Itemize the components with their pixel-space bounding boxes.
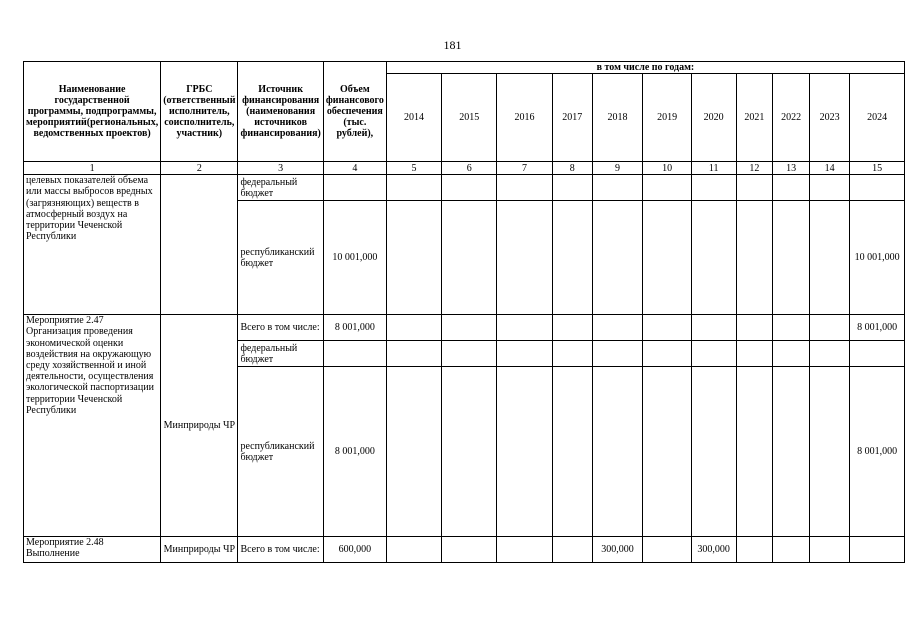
value-cell [643,201,692,315]
measure-name: Мероприятие 2.48 Выполнение [24,537,161,563]
index-cell: 13 [773,162,810,175]
header-year: 2022 [773,74,810,162]
value-cell [773,315,810,341]
value-cell [736,201,773,315]
value-cell [691,341,736,367]
value-cell [497,537,552,563]
value-cell [442,367,497,537]
source-total: Всего в том числе: [238,315,323,341]
index-cell: 12 [736,162,773,175]
value-cell [592,175,643,201]
value-cell [691,175,736,201]
value-cell [643,537,692,563]
header-year: 2020 [691,74,736,162]
value-cell [850,537,905,563]
index-cell: 3 [238,162,323,175]
value-cell [552,341,592,367]
value-cell [773,201,810,315]
value-cell [442,537,497,563]
value-cell [497,201,552,315]
value-cell [442,341,497,367]
header-year: 2016 [497,74,552,162]
value-cell [691,367,736,537]
value-cell [386,201,441,315]
total-value: 600,000 [323,537,386,563]
value-cell [323,341,386,367]
index-cell: 8 [552,162,592,175]
header-year: 2017 [552,74,592,162]
value-cell [736,537,773,563]
value-cell [323,175,386,201]
header-year: 2021 [736,74,773,162]
value-cell [592,341,643,367]
header-year: 2023 [810,74,850,162]
value-cell [773,175,810,201]
value-cell [386,367,441,537]
value-cell [442,175,497,201]
value-cell [497,367,552,537]
value-cell [773,367,810,537]
value-cell [810,367,850,537]
index-cell: 9 [592,162,643,175]
value-2024: 10 001,000 [850,201,905,315]
measure-name: Мероприятие 2.47 Организация проведения экономической оценки воздействия на окружающую среду хозяйственной и иной деятельности, осуществления экологической паспортизации территории Чеченской Республики [24,315,161,537]
header-years-group: в том числе по годам: [386,62,904,74]
value-cell [773,341,810,367]
value-cell [643,175,692,201]
value-cell [592,367,643,537]
value-2024: 8 001,000 [850,315,905,341]
grbs-cell [161,175,238,315]
budget-table [23,61,905,563]
value-cell [552,315,592,341]
value-2018: 300,000 [592,537,643,563]
index-cell: 11 [691,162,736,175]
measure-name: целевых показателей объема или массы выбросов вредных (загрязняющих) веществ в атмосферный воздух на территории Чеченской Республики [24,175,161,315]
value-cell [442,315,497,341]
source-republic: республиканский бюджет [238,201,323,315]
source-federal: федеральный бюджет [238,175,323,201]
header-funding-source: Источник финансирования (наименования источников финансирования) [238,62,323,162]
value-cell [810,175,850,201]
value-cell [643,315,692,341]
value-cell [552,537,592,563]
value-cell [592,201,643,315]
source-republic: республиканский бюджет [238,367,323,537]
value-2024: 8 001,000 [850,367,905,537]
value-cell [386,315,441,341]
value-cell [442,201,497,315]
value-cell [497,315,552,341]
grbs-cell: Минприроды ЧР [161,537,238,563]
value-cell [592,315,643,341]
header-year: 2019 [643,74,692,162]
value-cell [643,367,692,537]
header-grbs: ГРБС (ответственный исполнитель, соисполнитель, участник) [161,62,238,162]
value-cell [552,201,592,315]
source-federal: федеральный бюджет [238,341,323,367]
value-cell [850,341,905,367]
value-cell [850,175,905,201]
header-year: 2018 [592,74,643,162]
index-cell: 15 [850,162,905,175]
index-cell: 10 [643,162,692,175]
index-cell: 7 [497,162,552,175]
grbs-cell: Минприроды ЧР [161,315,238,537]
index-cell: 2 [161,162,238,175]
header-year: 2015 [442,74,497,162]
header-program-name: Наименование государственной программы, подпрограммы, мероприятий(региональных, ведомственных проектов) [24,62,161,162]
value-cell [736,341,773,367]
value-cell [810,537,850,563]
total-value: 8 001,000 [323,315,386,341]
index-cell: 4 [323,162,386,175]
source-total: Всего в том числе: [238,537,323,563]
value-cell [691,315,736,341]
header-year: 2024 [850,74,905,162]
value-cell [386,175,441,201]
index-cell: 6 [442,162,497,175]
index-cell: 1 [24,162,161,175]
value-cell [736,315,773,341]
header-total-volume: Объем финансового обеспечения (тыс. рублей), [323,62,386,162]
value-cell [810,315,850,341]
value-cell [773,537,810,563]
value-cell [386,341,441,367]
value-cell [497,341,552,367]
value-cell [497,175,552,201]
value-cell [386,537,441,563]
index-cell: 5 [386,162,441,175]
value-cell [643,341,692,367]
value-cell [736,175,773,201]
value-cell [552,367,592,537]
value-cell [552,175,592,201]
total-value: 10 001,000 [323,201,386,315]
value-cell [810,341,850,367]
value-cell [691,201,736,315]
index-cell: 14 [810,162,850,175]
total-value: 8 001,000 [323,367,386,537]
page-number: 181 [443,38,462,52]
value-cell [810,201,850,315]
value-2020: 300,000 [691,537,736,563]
value-cell [736,367,773,537]
header-year: 2014 [386,74,441,162]
